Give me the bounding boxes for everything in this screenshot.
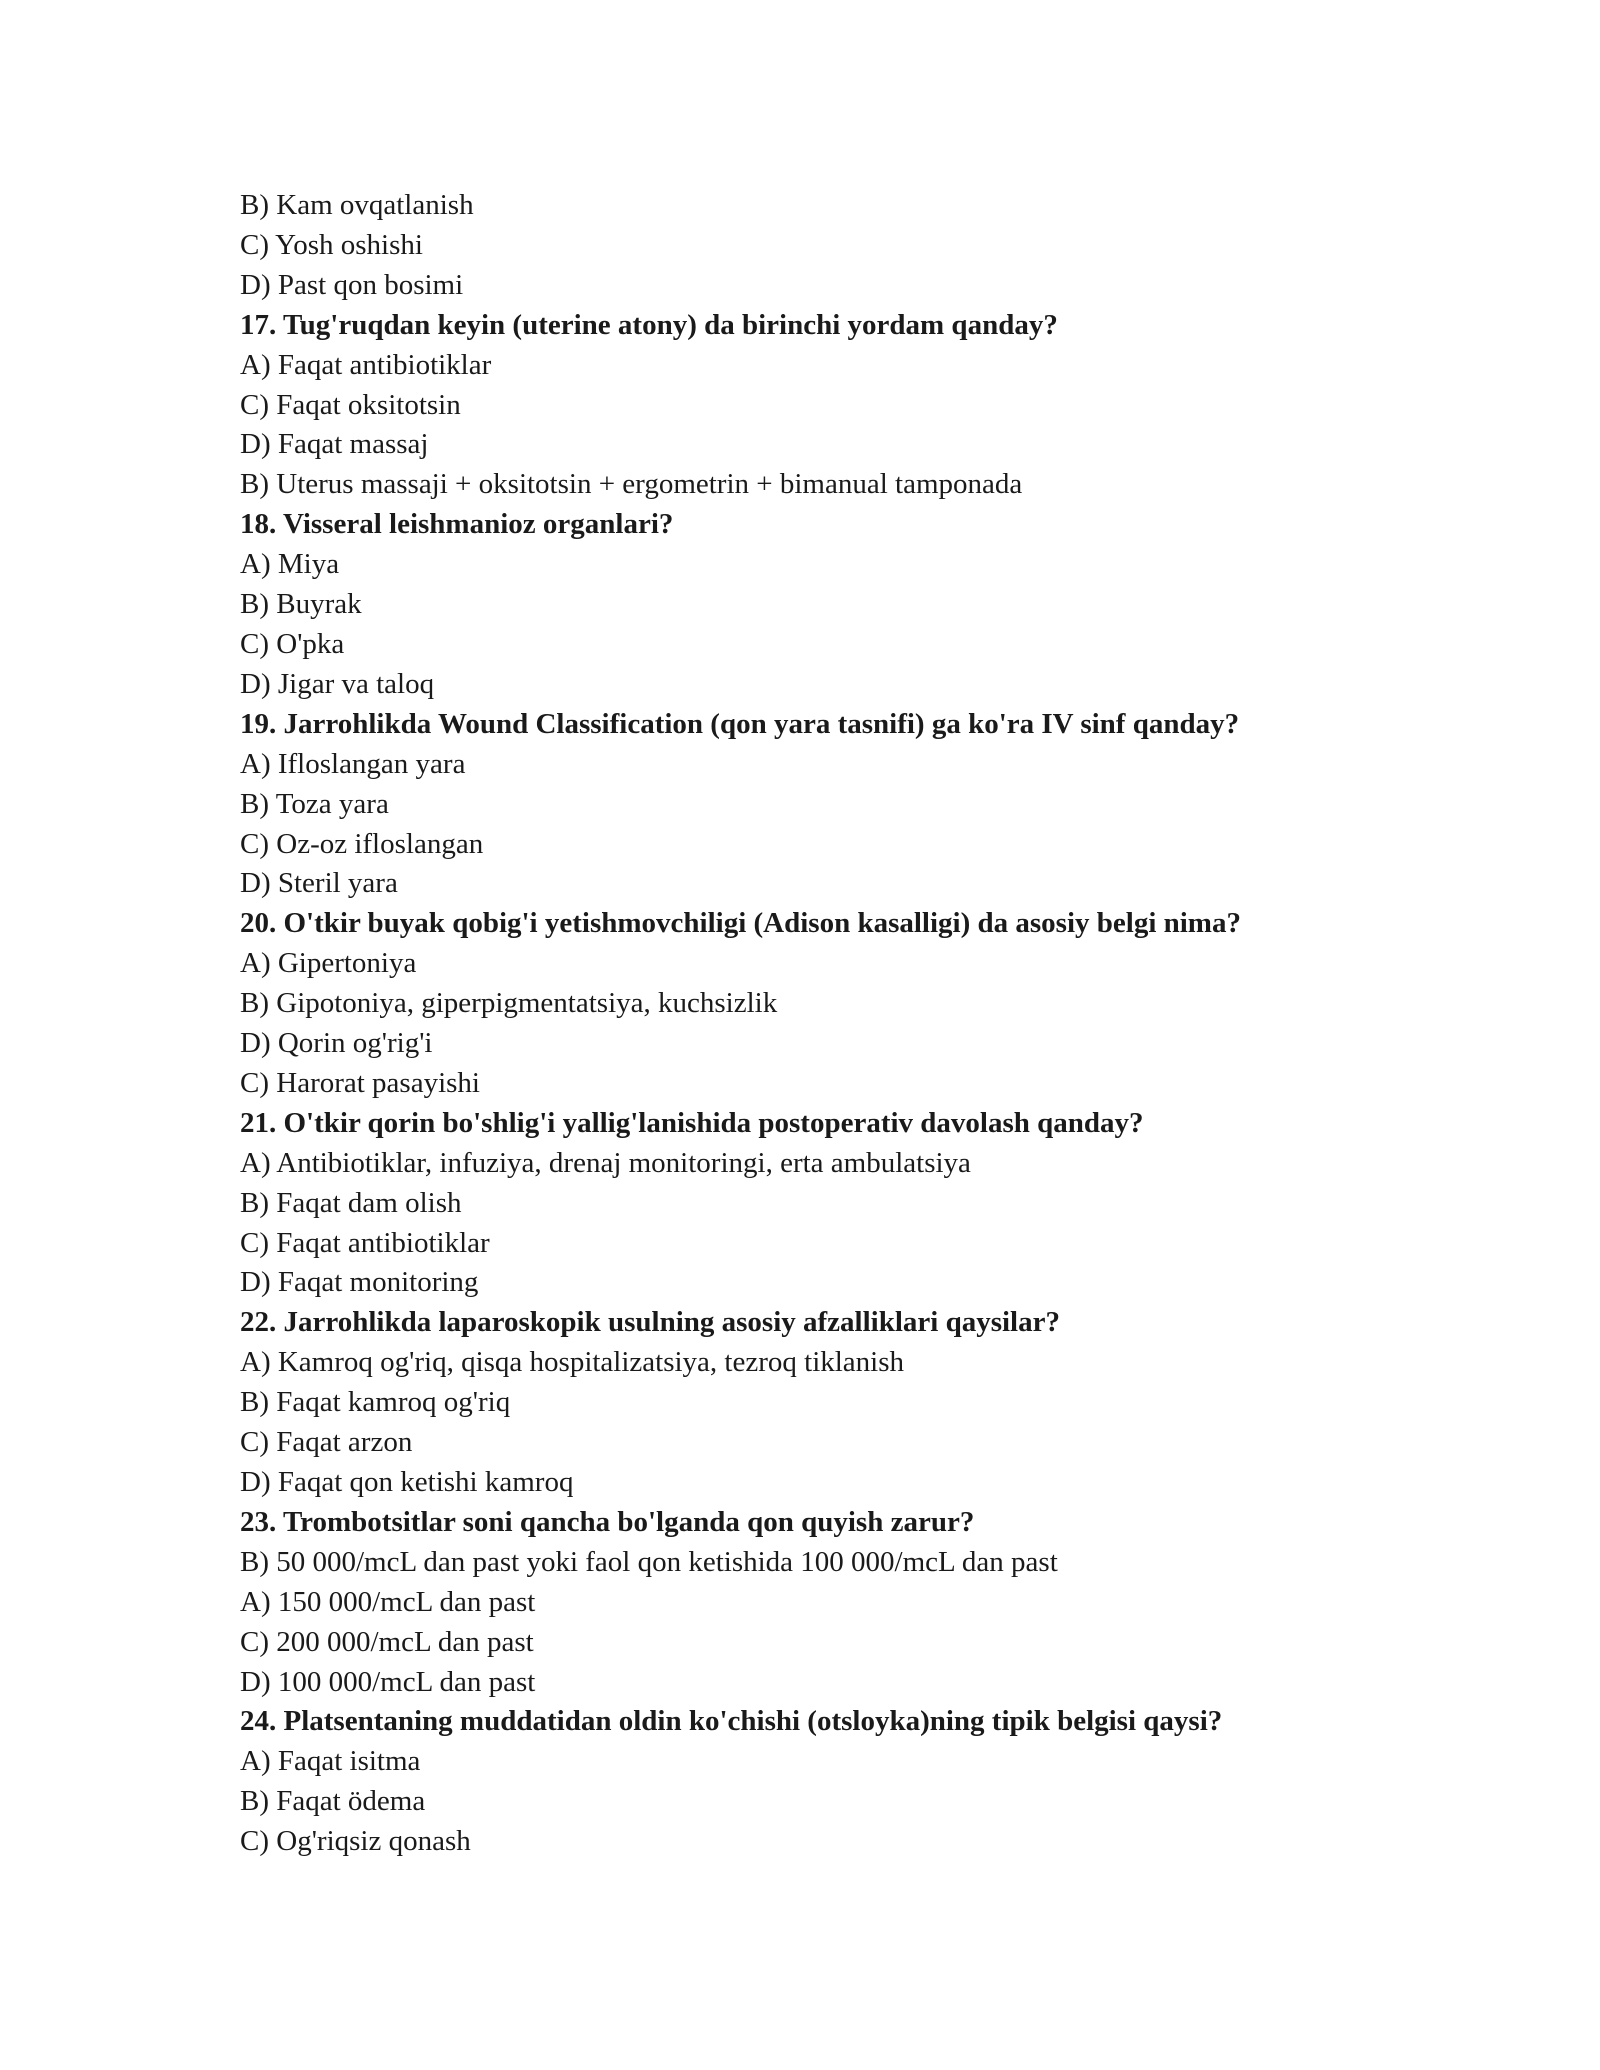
answer-option: B) Gipotoniya, giperpigmentatsiya, kuchsizlik — [240, 987, 778, 1020]
answer-option: B) Faqat kamroq og'riq — [240, 1386, 511, 1419]
answer-option: C) O'pka — [240, 627, 345, 660]
question-heading: 19. Jarrohlikda Wound Classification (qon yara tasnifi) ga ko'ra IV sinf qanday? — [240, 707, 1240, 740]
answer-option: A) 150 000/mcL dan past — [240, 1585, 536, 1618]
answer-option: C) Faqat oksitotsin — [240, 388, 461, 421]
answer-option: D) Jigar va taloq — [240, 667, 435, 700]
answer-option: A) Kamroq og'riq, qisqa hospitalizatsiya, tezroq tiklanish — [240, 1346, 905, 1379]
answer-option: C) Faqat arzon — [240, 1426, 413, 1459]
answer-option: A) Ifloslangan yara — [240, 747, 466, 780]
answer-option: A) Antibiotiklar, infuziya, drenaj monitoringi, erta ambulatsiya — [240, 1146, 971, 1179]
answer-option: C) Oz-oz ifloslangan — [240, 827, 484, 860]
answer-option: D) Faqat qon ketishi kamroq — [240, 1466, 574, 1498]
answer-option: D) Faqat monitoring — [240, 1266, 479, 1299]
answer-option: B) 50 000/mcL dan past yoki faol qon ketishida 100 000/mcL dan past — [240, 1545, 1058, 1578]
document-page — [240, 186, 1420, 1862]
question-heading: 17. Tug'ruqdan keyin (uterine atony) da birinchi yordam qanday? — [240, 308, 1058, 341]
answer-option: A) Gipertoniya — [240, 947, 417, 980]
answer-option: A) Faqat isitma — [240, 1745, 421, 1778]
answer-option: A) Miya — [240, 548, 340, 581]
answer-option: A) Faqat antibiotiklar — [240, 348, 492, 381]
answer-option: B) Kam ovqatlanish — [240, 189, 474, 221]
answer-option: C) Og'riqsiz qonash — [240, 1825, 471, 1858]
answer-option: D) Steril yara — [240, 867, 398, 900]
question-heading: 23. Trombotsitlar soni qancha bo'lganda qon quyish zarur? — [240, 1505, 975, 1538]
question-heading: 18. Visseral leishmanioz organlari? — [240, 508, 674, 541]
answer-option: B) Buyrak — [240, 588, 362, 621]
answer-option: B) Uterus massaji + oksitotsin + ergometrin + bimanual tamponada — [240, 468, 1023, 501]
answer-option: C) Harorat pasayishi — [240, 1066, 480, 1099]
answer-option: D) Faqat massaj — [240, 428, 429, 461]
answer-option: B) Faqat dam olish — [240, 1186, 462, 1219]
question-heading: 24. Platsentaning muddatidan oldin ko'chishi (otsloyka)ning tipik belgisi qaysi? — [240, 1705, 1223, 1738]
question-heading: 22. Jarrohlikda laparoskopik usulning asosiy afzalliklari qaysilar? — [240, 1306, 1060, 1339]
answer-option: D) 100 000/mcL dan past — [240, 1665, 536, 1698]
answer-option: C) Yosh oshishi — [240, 228, 423, 261]
question-heading: 20. O'tkir buyak qobig'i yetishmovchiligi (Adison kasalligi) da asosiy belgi nima? — [240, 907, 1241, 940]
answer-option: B) Faqat ödema — [240, 1785, 426, 1818]
answer-option: D) Past qon bosimi — [240, 268, 464, 301]
answer-option: C) 200 000/mcL dan past — [240, 1625, 534, 1658]
answer-option: C) Faqat antibiotiklar — [240, 1226, 490, 1259]
answer-option: B) Toza yara — [240, 787, 389, 820]
question-heading: 21. O'tkir qorin bo'shlig'i yallig'lanishida postoperativ davolash qanday? — [240, 1106, 1144, 1139]
answer-option: D) Qorin og'rig'i — [240, 1027, 433, 1060]
